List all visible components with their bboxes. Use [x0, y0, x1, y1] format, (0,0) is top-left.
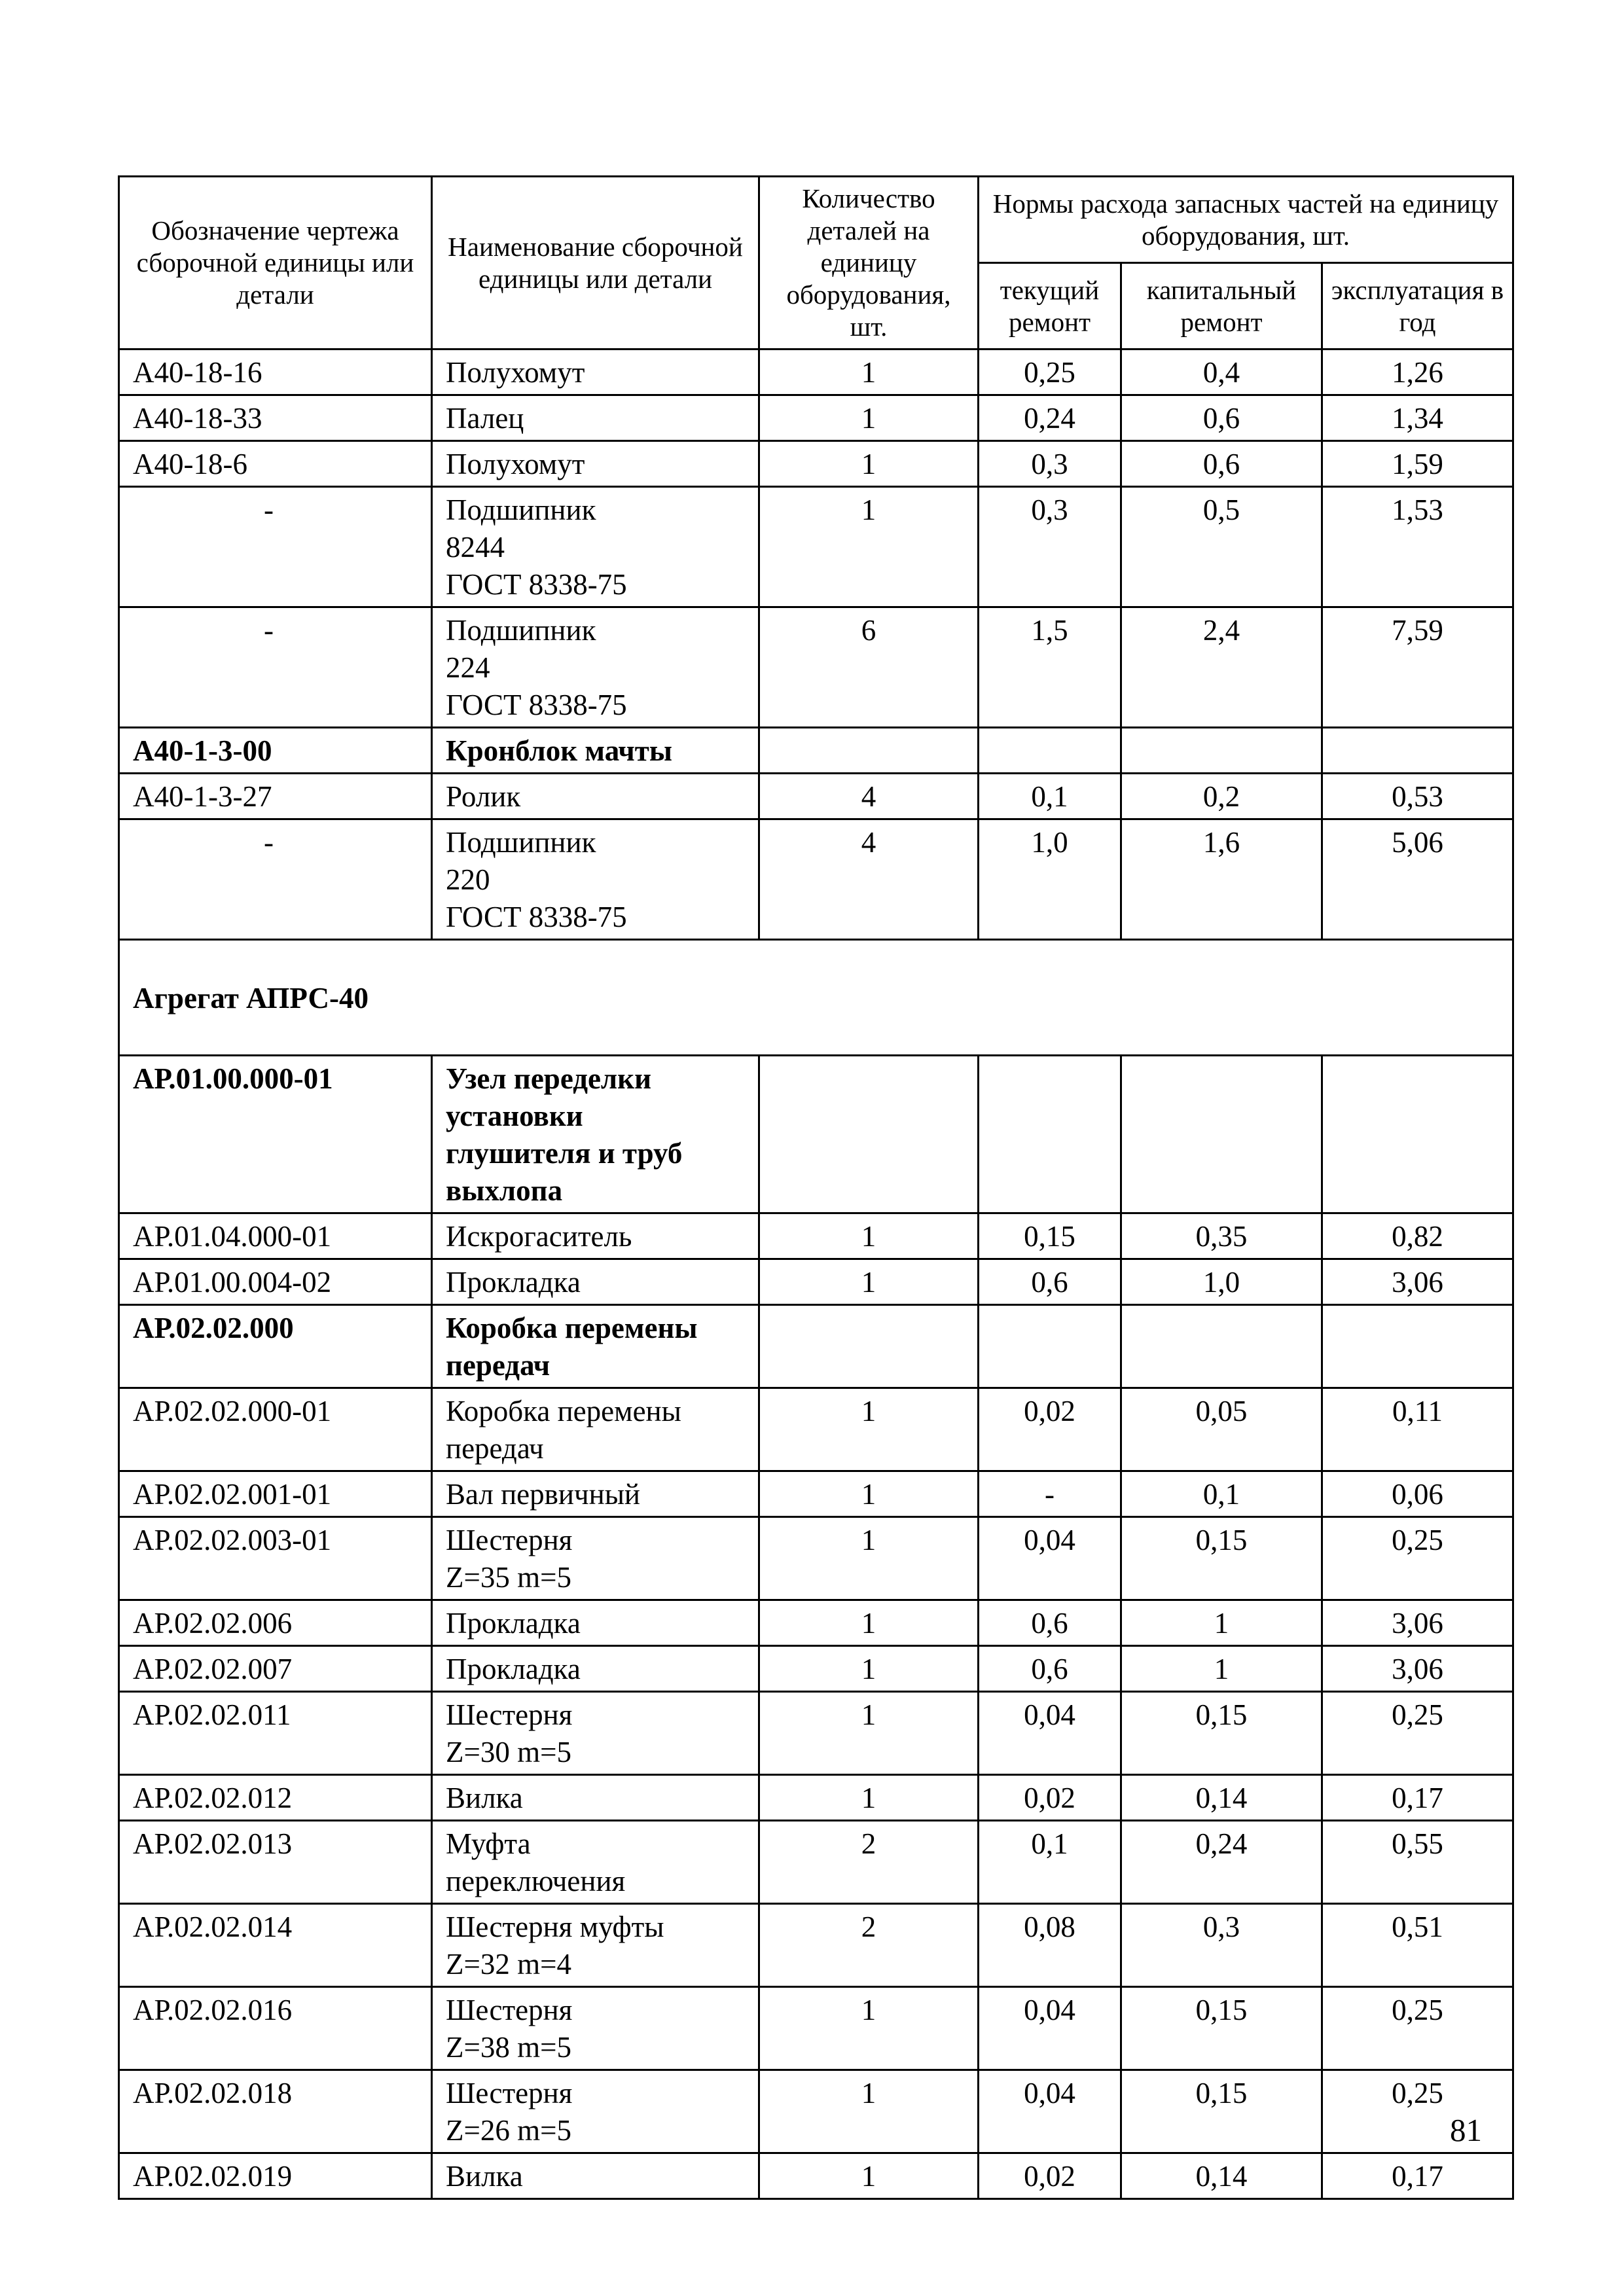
table-row	[119, 1646, 1513, 1692]
cell-capital-repair: 0,15	[1121, 1517, 1322, 1600]
cell-quantity: 1	[759, 1646, 979, 1692]
cell-current-repair: 1,0	[979, 819, 1121, 940]
cell-capital-repair: 0,15	[1121, 2070, 1322, 2153]
table-row	[119, 441, 1513, 487]
table-row	[119, 1987, 1513, 2070]
header-code: Обозначение чертежа сборочной единицы или детали	[119, 177, 432, 350]
cell-operation-year	[1322, 1056, 1513, 1213]
cell-quantity: 1	[759, 350, 979, 395]
cell-part-name: Шестерня муфты Z=32 m=4	[432, 1904, 759, 1987]
cell-operation-year: 3,06	[1322, 1259, 1513, 1305]
cell-current-repair: 0,1	[979, 774, 1121, 819]
header-name: Наименование сборочной единицы или детали	[432, 177, 759, 350]
cell-current-repair: 0,04	[979, 1987, 1121, 2070]
cell-part-name: Прокладка	[432, 1600, 759, 1646]
cell-operation-year	[1322, 728, 1513, 774]
cell-quantity: 1	[759, 441, 979, 487]
cell-current-repair	[979, 728, 1121, 774]
cell-operation-year: 0,55	[1322, 1821, 1513, 1904]
header-norms: Нормы расхода запасных частей на единицу оборудования, шт.	[979, 177, 1513, 263]
cell-part-name: Подшипник 224 ГОСТ 8338-75	[432, 607, 759, 728]
table-row	[119, 1821, 1513, 1904]
cell-quantity: 1	[759, 1213, 979, 1259]
cell-drawing-code: -	[119, 819, 432, 940]
group-heading: Агрегат АПРС-40	[119, 940, 1513, 1056]
cell-part-name: Муфта переключения	[432, 1821, 759, 1904]
cell-quantity: 4	[759, 819, 979, 940]
cell-part-name: Узел переделки установки глушителя и труб выхлопа	[432, 1056, 759, 1213]
cell-operation-year: 1,59	[1322, 441, 1513, 487]
cell-quantity: 1	[759, 2070, 979, 2153]
cell-capital-repair: 0,5	[1121, 487, 1322, 607]
document-sheet	[118, 175, 1512, 2200]
cell-part-name: Искрогаситель	[432, 1213, 759, 1259]
cell-quantity	[759, 728, 979, 774]
cell-capital-repair: 1	[1121, 1646, 1322, 1692]
cell-operation-year: 0,25	[1322, 1987, 1513, 2070]
table-row	[119, 2153, 1513, 2199]
cell-capital-repair: 0,15	[1121, 1987, 1322, 2070]
cell-capital-repair	[1121, 1305, 1322, 1388]
cell-drawing-code: АР.01.00.004-02	[119, 1259, 432, 1305]
cell-drawing-code: АР.02.02.006	[119, 1600, 432, 1646]
table-row	[119, 2070, 1513, 2153]
cell-part-name: Палец	[432, 395, 759, 441]
cell-current-repair: 0,15	[979, 1213, 1121, 1259]
cell-current-repair: 0,02	[979, 1388, 1121, 1471]
cell-drawing-code: АР.01.04.000-01	[119, 1213, 432, 1259]
cell-drawing-code: АР.02.02.019	[119, 2153, 432, 2199]
cell-capital-repair: 1	[1121, 1600, 1322, 1646]
table-row	[119, 819, 1513, 940]
cell-current-repair: 0,3	[979, 487, 1121, 607]
cell-capital-repair: 0,1	[1121, 1471, 1322, 1517]
cell-drawing-code: АР.02.02.012	[119, 1775, 432, 1821]
cell-current-repair: 0,24	[979, 395, 1121, 441]
cell-operation-year: 1,53	[1322, 487, 1513, 607]
cell-quantity: 1	[759, 395, 979, 441]
cell-current-repair: -	[979, 1471, 1121, 1517]
header-operation-year: эксплуатация в год	[1322, 263, 1513, 350]
cell-capital-repair: 0,24	[1121, 1821, 1322, 1904]
cell-part-name: Вилка	[432, 2153, 759, 2199]
cell-capital-repair: 0,6	[1121, 395, 1322, 441]
table-row	[119, 350, 1513, 395]
table-row	[119, 1600, 1513, 1646]
cell-part-name: Вилка	[432, 1775, 759, 1821]
cell-current-repair: 0,04	[979, 2070, 1121, 2153]
cell-part-name: Ролик	[432, 774, 759, 819]
cell-drawing-code: А40-1-3-00	[119, 728, 432, 774]
cell-part-name: Кронблок мачты	[432, 728, 759, 774]
cell-drawing-code: АР.02.02.007	[119, 1646, 432, 1692]
cell-drawing-code: АР.02.02.000	[119, 1305, 432, 1388]
cell-part-name: Подшипник 220 ГОСТ 8338-75	[432, 819, 759, 940]
cell-quantity: 1	[759, 1517, 979, 1600]
cell-operation-year: 3,06	[1322, 1600, 1513, 1646]
table-row	[119, 1471, 1513, 1517]
cell-current-repair: 0,6	[979, 1600, 1121, 1646]
cell-part-name: Прокладка	[432, 1259, 759, 1305]
cell-capital-repair: 0,15	[1121, 1692, 1322, 1775]
cell-current-repair	[979, 1305, 1121, 1388]
cell-drawing-code: АР.02.02.014	[119, 1904, 432, 1987]
cell-capital-repair: 2,4	[1121, 607, 1322, 728]
cell-quantity: 1	[759, 2153, 979, 2199]
cell-drawing-code: АР.02.02.001-01	[119, 1471, 432, 1517]
cell-capital-repair: 1,6	[1121, 819, 1322, 940]
cell-quantity: 2	[759, 1904, 979, 1987]
cell-drawing-code: АР.02.02.003-01	[119, 1517, 432, 1600]
cell-capital-repair: 0,14	[1121, 1775, 1322, 1821]
table-row	[119, 1388, 1513, 1471]
page-number: 81	[1450, 2112, 1482, 2148]
cell-current-repair: 0,04	[979, 1692, 1121, 1775]
cell-current-repair: 0,6	[979, 1259, 1121, 1305]
table-row	[119, 1305, 1513, 1388]
cell-operation-year: 0,51	[1322, 1904, 1513, 1987]
cell-current-repair: 0,25	[979, 350, 1121, 395]
cell-capital-repair: 0,35	[1121, 1213, 1322, 1259]
spare-parts-table	[118, 175, 1514, 2200]
cell-operation-year: 0,25	[1322, 1692, 1513, 1775]
cell-current-repair: 0,04	[979, 1517, 1121, 1600]
cell-operation-year: 0,82	[1322, 1213, 1513, 1259]
cell-drawing-code: А40-1-3-27	[119, 774, 432, 819]
group-heading-row	[119, 940, 1513, 1056]
cell-part-name: Прокладка	[432, 1646, 759, 1692]
cell-drawing-code: АР.02.02.016	[119, 1987, 432, 2070]
cell-capital-repair: 0,2	[1121, 774, 1322, 819]
cell-operation-year: 0,11	[1322, 1388, 1513, 1471]
cell-part-name: Шестерня Z=26 m=5	[432, 2070, 759, 2153]
cell-capital-repair: 0,05	[1121, 1388, 1322, 1471]
cell-quantity: 6	[759, 607, 979, 728]
cell-drawing-code: АР.02.02.013	[119, 1821, 432, 1904]
cell-quantity	[759, 1056, 979, 1213]
cell-part-name: Коробка перемены передач	[432, 1388, 759, 1471]
cell-current-repair	[979, 1056, 1121, 1213]
cell-drawing-code: А40-18-16	[119, 350, 432, 395]
cell-drawing-code: АР.02.02.000-01	[119, 1388, 432, 1471]
table-row	[119, 1259, 1513, 1305]
cell-operation-year: 5,06	[1322, 819, 1513, 940]
cell-quantity: 1	[759, 1600, 979, 1646]
header-capital-repair: капитальный ремонт	[1121, 263, 1322, 350]
cell-operation-year: 0,06	[1322, 1471, 1513, 1517]
cell-drawing-code: АР.01.00.000-01	[119, 1056, 432, 1213]
cell-current-repair: 0,6	[979, 1646, 1121, 1692]
cell-current-repair: 0,1	[979, 1821, 1121, 1904]
table-row	[119, 1517, 1513, 1600]
table-row	[119, 1775, 1513, 1821]
cell-quantity: 1	[759, 1775, 979, 1821]
cell-operation-year: 0,17	[1322, 1775, 1513, 1821]
cell-part-name: Полухомут	[432, 441, 759, 487]
cell-drawing-code: -	[119, 487, 432, 607]
cell-operation-year: 1,34	[1322, 395, 1513, 441]
table-body	[119, 350, 1513, 2199]
cell-drawing-code: АР.02.02.011	[119, 1692, 432, 1775]
cell-part-name: Полухомут	[432, 350, 759, 395]
cell-quantity: 1	[759, 1388, 979, 1471]
cell-part-name: Шестерня Z=35 m=5	[432, 1517, 759, 1600]
table-row	[119, 395, 1513, 441]
cell-operation-year	[1322, 1305, 1513, 1388]
cell-current-repair: 0,3	[979, 441, 1121, 487]
cell-quantity: 1	[759, 1471, 979, 1517]
cell-operation-year: 0,25	[1322, 1517, 1513, 1600]
header-current-repair: текущий ремонт	[979, 263, 1121, 350]
cell-quantity: 4	[759, 774, 979, 819]
cell-current-repair: 0,02	[979, 2153, 1121, 2199]
cell-quantity: 1	[759, 487, 979, 607]
cell-capital-repair: 0,3	[1121, 1904, 1322, 1987]
cell-capital-repair: 0,4	[1121, 350, 1322, 395]
cell-part-name: Вал первичный	[432, 1471, 759, 1517]
cell-current-repair: 0,08	[979, 1904, 1121, 1987]
cell-drawing-code: А40-18-6	[119, 441, 432, 487]
table-row	[119, 1213, 1513, 1259]
cell-part-name: Подшипник 8244 ГОСТ 8338-75	[432, 487, 759, 607]
cell-operation-year: 0,25	[1322, 2070, 1513, 2153]
cell-part-name: Коробка перемены передач	[432, 1305, 759, 1388]
cell-quantity: 2	[759, 1821, 979, 1904]
table-row	[119, 1692, 1513, 1775]
cell-capital-repair	[1121, 728, 1322, 774]
cell-quantity	[759, 1305, 979, 1388]
table-row	[119, 774, 1513, 819]
cell-operation-year: 7,59	[1322, 607, 1513, 728]
cell-drawing-code: -	[119, 607, 432, 728]
cell-capital-repair: 0,14	[1121, 2153, 1322, 2199]
cell-part-name: Шестерня Z=38 m=5	[432, 1987, 759, 2070]
cell-part-name: Шестерня Z=30 m=5	[432, 1692, 759, 1775]
cell-quantity: 1	[759, 1987, 979, 2070]
cell-operation-year: 0,53	[1322, 774, 1513, 819]
table-row	[119, 728, 1513, 774]
cell-operation-year: 0,17	[1322, 2153, 1513, 2199]
cell-drawing-code: АР.02.02.018	[119, 2070, 432, 2153]
table-row	[119, 1056, 1513, 1213]
header-qty: Количество деталей на единицу оборудования, шт.	[759, 177, 979, 350]
cell-capital-repair: 0,6	[1121, 441, 1322, 487]
cell-capital-repair: 1,0	[1121, 1259, 1322, 1305]
cell-operation-year: 3,06	[1322, 1646, 1513, 1692]
cell-drawing-code: А40-18-33	[119, 395, 432, 441]
cell-current-repair: 0,02	[979, 1775, 1121, 1821]
cell-current-repair: 1,5	[979, 607, 1121, 728]
cell-quantity: 1	[759, 1259, 979, 1305]
table-row	[119, 607, 1513, 728]
cell-quantity: 1	[759, 1692, 979, 1775]
cell-operation-year: 1,26	[1322, 350, 1513, 395]
table-row	[119, 1904, 1513, 1987]
table-row	[119, 487, 1513, 607]
cell-capital-repair	[1121, 1056, 1322, 1213]
